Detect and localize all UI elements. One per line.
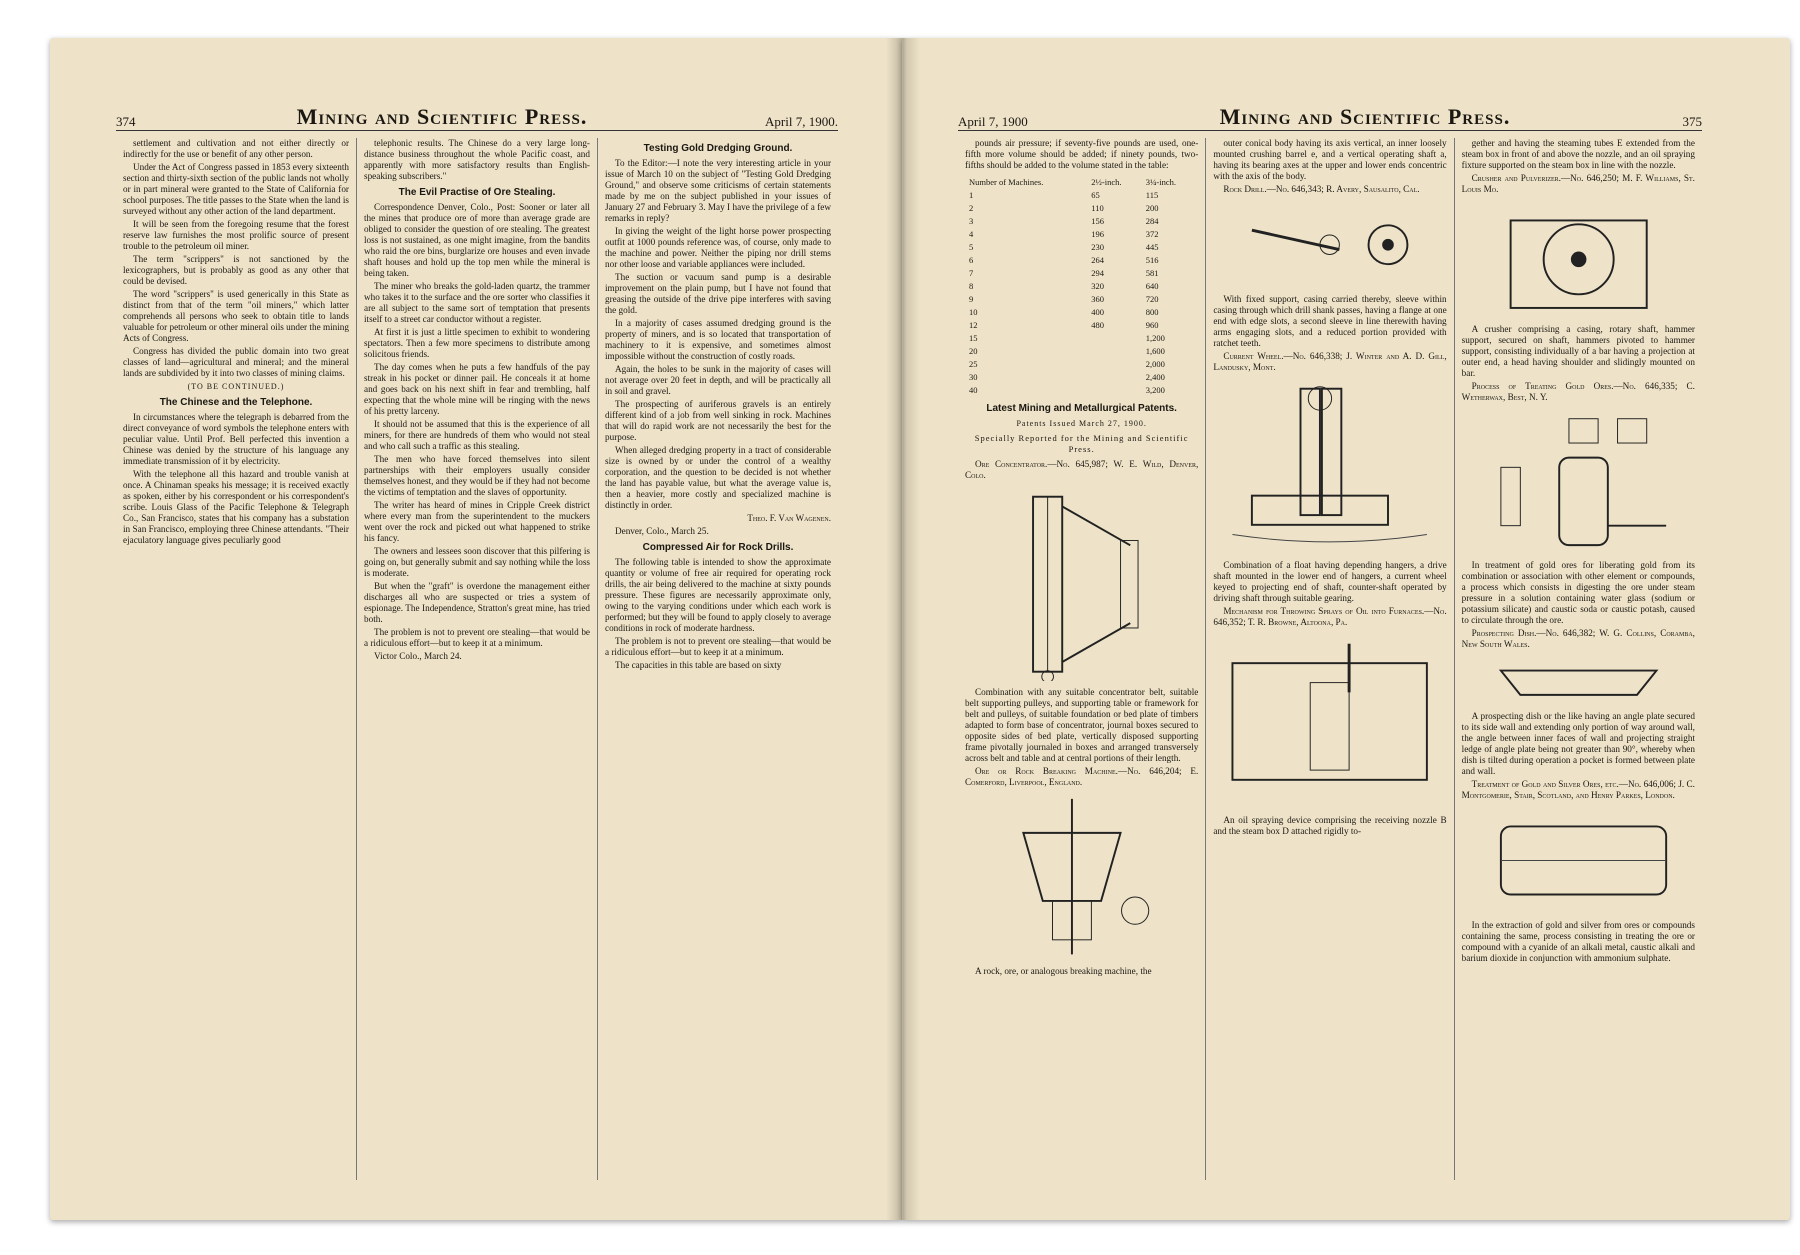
current-wheel-illustration: [1213, 379, 1446, 554]
left-page-number: 374: [116, 114, 136, 129]
table-cell: 640: [1145, 281, 1159, 291]
table-cell: 25: [969, 359, 978, 369]
paragraph: In circumstances where the telegraph is debarred from the direct conveyance of word symbols the telephone enters with peculiar value. Until Prof. Bell perfected this invention a Chinese was denied by the structure of his language any immediate transmission of it by electricity.: [123, 412, 349, 466]
paragraph: A rock, ore, or analogous breaking machine, the: [975, 965, 1152, 976]
table-header: 2½-inch.: [1091, 177, 1122, 187]
left-page-columns: [116, 138, 838, 1180]
gold-ore-treatment-figure: [1462, 409, 1695, 555]
table-row: [967, 320, 1196, 331]
paragraph: It will be seen from the foregoing resume that the forest reserve law furnishes the most prolific source of present trouble to the petroleum oil miner.: [123, 219, 349, 251]
paragraph: The owners and lessees soon discover that this pilfering is going on, but generally submit and say nothing while the loss is moderate.: [364, 546, 590, 578]
table-cell: [1089, 359, 1142, 370]
left-page: [50, 38, 902, 1220]
table-cell: [1089, 346, 1142, 357]
oil-spray-illustration: [1213, 634, 1446, 809]
cyanide-treatment-figure: [1462, 807, 1695, 914]
table-cell: 10: [969, 307, 978, 317]
table-row: [967, 203, 1196, 214]
left-col-2: [357, 138, 598, 1180]
paragraph: A prospecting dish or the like having an angle plate secured to its side wall and extending only portion of way around wall, the angle between inner faces of wall and projecting straight ledge of angle plate being not greater than 90°, whereby when dish is tilted during operation a pocket is formed between plate and wall.: [1461, 711, 1695, 777]
continued-note: (TO BE CONTINUED.): [187, 382, 285, 391]
table-cell: 196: [1091, 229, 1105, 239]
table-cell: 65: [1091, 190, 1100, 200]
table-cell: 12: [969, 320, 978, 330]
right-col-3: [1455, 138, 1702, 1180]
table-row: [967, 307, 1196, 318]
table-cell: 372: [1145, 229, 1159, 239]
table-cell: 400: [1091, 307, 1105, 317]
paragraph: settlement and cultivation and not either directly or indirectly for the use or benefit of any other person.: [123, 138, 349, 159]
table-cell: 6: [969, 255, 974, 265]
table-row: [967, 242, 1196, 253]
table-cell: 40: [969, 385, 978, 395]
table-cell: 720: [1145, 294, 1159, 304]
table-cell: 7: [969, 268, 974, 278]
rock-breaking-figure: [965, 794, 1198, 959]
section-heading-ore-stealing: The Evil Practise of Ore Stealing.: [398, 187, 556, 198]
signoff: Victor Colo., March 24.: [374, 651, 462, 661]
table-cell: 320: [1091, 281, 1105, 291]
paragraph: But when the "graft" is overdone the management either discharges all who are suspected or tries a system of espionage. The Independence, Stratton's great mine, has tried both.: [364, 581, 590, 624]
right-page-date: April 7, 1900: [958, 114, 1028, 129]
section-heading-patents: Latest Mining and Metallurgical Patents.: [986, 403, 1177, 414]
table-cell: [1089, 333, 1142, 344]
prospecting-dish-illustration: [1462, 656, 1695, 705]
table-cell: 960: [1145, 320, 1159, 330]
paragraph: The term "scrippers" is not sanctioned by the lexicographers, but is probably as good as any other that could be devised.: [123, 254, 349, 286]
paragraph: Again, the holes to be sunk in the majority of cases will not average over 20 feet in depth, and will be practically all in soil and gravel.: [605, 364, 831, 396]
table-cell: 15: [969, 333, 978, 343]
left-page-date: April 7, 1900.: [765, 114, 838, 129]
right-page-columns: [958, 138, 1702, 1180]
right-col-2: [1206, 138, 1454, 1180]
patent-title: Prospecting Dish.—No. 646,382; W. G. Collins, Coramba, New South Wales.: [1461, 628, 1695, 650]
oil-spray-figure: [1213, 634, 1446, 809]
table-cell: 360: [1091, 294, 1105, 304]
table-cell: 200: [1145, 203, 1159, 213]
ore-concentrator-illustration: [965, 487, 1198, 681]
table-row: [967, 216, 1196, 227]
gold-ore-treatment-illustration: [1462, 409, 1695, 555]
table-row: [967, 190, 1196, 201]
table-cell: 115: [1145, 190, 1159, 200]
table-cell: 9: [969, 294, 974, 304]
table-row: [967, 255, 1196, 266]
right-page-header: [958, 96, 1702, 131]
patent-title: Process of Treating Gold Ores.—No. 646,335; C. Wetherwax, Best, N. Y.: [1461, 380, 1695, 402]
table-cell: 3,200: [1145, 385, 1165, 395]
table-cell: 3: [969, 216, 974, 226]
table-header: 3¼-inch.: [1145, 177, 1176, 187]
section-heading-gold-dredging: Testing Gold Dredging Ground.: [643, 143, 793, 154]
paragraph: The capacities in this table are based on sixty: [615, 660, 782, 670]
table-cell: [1089, 385, 1142, 396]
table-cell: 445: [1145, 242, 1159, 252]
crusher-illustration: [1462, 201, 1695, 318]
rock-breaking-illustration: [965, 794, 1198, 959]
table-cell: 294: [1091, 268, 1105, 278]
table-row: [967, 268, 1196, 279]
table-cell: 480: [1091, 320, 1105, 330]
table-cell: 110: [1091, 203, 1104, 213]
paragraph: The problem is not to prevent ore stealing—that would be a ridiculous effort—but to keep it at a minimum.: [364, 627, 590, 648]
table-row: [967, 346, 1196, 357]
table-cell: 4: [969, 229, 974, 239]
table-row: [967, 294, 1196, 305]
paragraph: It should not be assumed that this is the experience of all miners, for there are hundreds of them who would not steal and who call such a traffic as this stealing.: [364, 419, 590, 451]
table-cell: 2: [969, 203, 974, 213]
patent-title: Current Wheel.—No. 646,338; J. Winter and A. D. Gill, Landusky, Mont.: [1213, 351, 1447, 373]
table-cell: 8: [969, 281, 974, 291]
right-page: [902, 38, 1790, 1220]
table-cell: 2,400: [1145, 372, 1165, 382]
paragraph: Combination with any suitable concentrator belt, suitable belt supporting pulleys, and supporting table or framework for belt and pulleys, of suitable foundation or bed plate of timbers adapted to form base of concentrator, journal boxes secured to opposite sides of bed plate, vertically disposed supporting frame pivotally journaled in boxes and arranged transversely across belt and table and at central portions of their length.: [965, 687, 1199, 764]
paragraph: When alleged dredging property in a tract of considerable size is owned by or under the control of a wealthy corporation, and the question to be decided is not whether the land has payable value, but what the average value is, then a heavier, more costly and specialized machine is distinctly in order.: [605, 445, 831, 510]
patent-title: Mechanism for Throwing Sprays of Oil into Furnaces.—No. 646,352; T. R. Browne, Altoona, Pa.: [1213, 606, 1447, 628]
paragraph: With fixed support, casing carried thereby, sleeve within casing through which drill shank passes, having a flange at one end with edge slots, a second sleeve in line therewith having arms engaging slots, and a reduced portion provided with ratchet teeth.: [1213, 294, 1447, 349]
magazine-spread: [50, 38, 1790, 1220]
patent-title: Ore Concentrator.—No. 645,987; W. E. Wild, Denver, Colo.: [965, 459, 1199, 480]
paragraph: gether and having the steaming tubes E extended from the steam box in front of and above the nozzle, and an oil spraying fixture supported on the steam box in line with the nozzle.: [1461, 138, 1695, 170]
table-cell: [1089, 372, 1142, 383]
paragraph: The day comes when he puts a few handfuls of the pay streak in his pocket or dinner pail. He conceals it at home and goes back on his next shift in fear and trembling, half expecting that the whole mine will be ringing with the news of his pretty larceny.: [364, 362, 590, 416]
right-page-number: 375: [1682, 114, 1702, 129]
signature: Theo. F. Van Wagenen.: [747, 513, 831, 523]
patents-issued-date: Patents Issued March 27, 1900.: [1016, 419, 1147, 428]
paragraph: In the extraction of gold and silver from ores or compounds containing the same, process consisting in treating the ore or compound with a cyanide of an alkali metal, caustic alkali and barium dioxide in conjunction with ammonium sulphate.: [1461, 920, 1695, 964]
prospecting-dish-figure: [1462, 656, 1695, 705]
left-col-3: [598, 138, 838, 1180]
table-cell: 30: [969, 372, 978, 382]
table-cell: 800: [1145, 307, 1159, 317]
table-row: [967, 385, 1196, 396]
paragraph: A crusher comprising a casing, rotary shaft, hammer support, secured on shaft, hammers pivoted to hammer support, consisting individually of a bar having a projection at outer end, a head having shoulder and slidingly mounted on bar.: [1461, 323, 1695, 378]
ore-concentrator-figure: [965, 487, 1198, 681]
patent-title: Rock Drill.—No. 646,343; R. Avery, Sausalito, Cal.: [1223, 184, 1420, 194]
paragraph: outer conical body having its axis vertical, an inner loosely mounted crushing barrel e, and a vertical operating shaft a, having its bearing axes at the upper and lower ends concentric with the axis of the body.: [1213, 138, 1447, 181]
patent-title: Ore or Rock Breaking Machine.—No. 646,204; E. Comerford, Liverpool, England.: [965, 766, 1199, 788]
paragraph: The problem is not to prevent ore stealing—that would be a ridiculous effort—but to keep it at a minimum.: [605, 636, 831, 657]
right-page-title: Mining and Scientific Press.: [1219, 104, 1511, 129]
crusher-figure: [1462, 201, 1695, 318]
paragraph: The men who have forced themselves into silent partnerships with their employers usually consider themselves honest, and they would be if they had not become the victims of temptation and the slaves of opportunity.: [364, 454, 590, 497]
paragraph: The suction or vacuum sand pump is a desirable improvement on the plain pump, but I have not found that greasing the outside of the drive pipe interferes with saving the gold.: [605, 272, 831, 315]
paragraph: Correspondence Denver, Colo., Post: Sooner or later all the mines that produce ore of more than average grade are obliged to consider the question of ore stealing. The greatest loss is not sustained, as one might imagine, from the bandits who raid the ore bins, burglarize ore houses and even invade shaft houses and hold up the top men while the mineral is being taken.: [364, 202, 590, 278]
air-table-body: [967, 190, 1196, 396]
table-row: [967, 229, 1196, 240]
paragraph: An oil spraying device comprising the receiving nozzle B and the steam box D attached rigidly to-: [1213, 815, 1447, 837]
table-cell: 230: [1091, 242, 1105, 252]
signoff: Denver, Colo., March 25.: [615, 526, 709, 536]
right-col-1: [958, 138, 1206, 1180]
patent-title: Crusher and Pulverizer.—No. 646,250; M. F. Williams, St. Louis Mo.: [1461, 173, 1695, 194]
paragraph: Under the Act of Congress passed in 1853 every sixteenth section and thirty-sixth section of the public lands not wholly or in part mineral were granted to the State of California for school purposes. The title passes to the State when the land is surveyed without any other action of the land department.: [123, 162, 349, 216]
paragraph: Congress has divided the public domain into two great classes of land—agricultural and mineral; and the mineral lands are subdivided by it into two classes of mining claims.: [123, 346, 349, 378]
table-row: [967, 372, 1196, 383]
paragraph: With the telephone all this hazard and trouble vanish at once. A Chinaman speaks his message; it is received exactly as spoken, either by his correspondent or his correspondent's scribe. Louis Glass of the Pacific Telephone & Telegraph Co., San Francisco, states that his company has a substation in San Francisco, employing three Chinese attendants. "Their ejaculatory language gives peculiarly good: [123, 469, 349, 545]
air-volume-table: [965, 175, 1198, 398]
paragraph: At first it is just a little specimen to exhibit to wondering spectators. Then a few more specimens to distribute among solicitous friends.: [364, 327, 590, 359]
table-row: [967, 359, 1196, 370]
left-col-1: [116, 138, 357, 1180]
paragraph: In treatment of gold ores for liberating gold from its combination or association with other element or compounds, a process which consists in digesting the ore under steam pressure in a solution containing water glass (sodium or potassium silicate) and caustic soda or caustic potash, caused to circulate through the ore.: [1461, 560, 1695, 626]
table-header: Number of Machines.: [969, 177, 1044, 187]
paragraph: To the Editor:—I note the very interesting article in your issue of March 10 on the subject of "Testing Gold Dredging Ground," and observe some criticisms of certain statements made by me on the subject published in your issues of January 27 and February 3. May I have the privilege of a few remarks in reply?: [605, 158, 831, 223]
patent-title: Treatment of Gold and Silver Ores, etc.—No. 646,006; J. C. Montgomerie, Stair, Scotland, and Henry Parkes, London.: [1461, 779, 1695, 801]
paragraph: The writer has heard of mines in Cripple Creek district where every man from the superintendent to the muckers went over the rock and picked out what happened to strike his fancy.: [364, 500, 590, 543]
table-row: [967, 333, 1196, 344]
left-page-title: Mining and Scientific Press.: [296, 104, 588, 129]
table-cell: 1: [969, 190, 974, 200]
patents-reported-note: Specially Reported for the Mining and Scientific Press.: [974, 433, 1189, 454]
section-heading-chinese-telephone: The Chinese and the Telephone.: [159, 397, 313, 408]
paragraph: Combination of a float having depending hangers, a drive shaft mounted in the lower end of hangers, a current wheel keyed to projecting end of shaft, counter-shaft operated by driving shaft through suitable gearing.: [1213, 560, 1447, 604]
paragraph: telephonic results. The Chinese do a very large long-distance business throughout the whole Pacific coast, and apparently with more satisfactory results than English-speaking subscribers.": [364, 138, 590, 181]
paragraph: In a majority of cases assumed dredging ground is the property of miners, and is so located that transportation of machinery to it is expensive, and sometimes almost impossible without the construction of costly roads.: [605, 318, 831, 361]
table-cell: 581: [1145, 268, 1159, 278]
table-cell: 516: [1145, 255, 1159, 265]
paragraph: The miner who breaks the gold-laden quartz, the trammer who takes it to the surface and the ore sorter who classifies it are all subject to the same sort of temptation that presents itself to a street car conductor without a register.: [364, 281, 590, 324]
rock-drill-illustration: [1213, 201, 1446, 288]
rock-drill-figure: [1213, 201, 1446, 288]
paragraph: The word "scrippers" is used generically in this State as distinct from that of the term "oil miners," which latter comprehends all persons who seek to obtain title to lands valuable for petroleum or other mineral oils under the mining Acts of Congress.: [123, 289, 349, 343]
table-cell: 156: [1091, 216, 1105, 226]
table-cell: 2,000: [1145, 359, 1165, 369]
current-wheel-figure: [1213, 379, 1446, 554]
table-row: [967, 281, 1196, 292]
paragraph: In giving the weight of the light horse power prospecting outfit at 1000 pounds reference was, of course, only made to the machine and power. Neither the piping nor drill stems nor other loose and variable appliances were included.: [605, 226, 831, 269]
table-cell: 20: [969, 346, 978, 356]
table-cell: 1,600: [1145, 346, 1165, 356]
table-cell: 5: [969, 242, 974, 252]
table-cell: 284: [1145, 216, 1159, 226]
paragraph: pounds air pressure; if seventy-five pounds are used, one-fifth more volume should be added; if ninety pounds, two-fifths should be added to the volume stated in the table:: [965, 138, 1199, 170]
paragraph: The prospecting of auriferous gravels is an entirely different kind of a job from well sinking in rock. Machines that will do rapid work are not necessarily the best for the purpose.: [605, 399, 831, 442]
left-page-header: [116, 96, 838, 131]
table-cell: 264: [1091, 255, 1105, 265]
paragraph: The following table is intended to show the approximate quantity or volume of free air required for operating rock drills, the air being delivered to the machine at sixty pounds pressure. These figures are necessarily approximate only, owing to the varying conditions under which each work is performed; but they will be found to apply closely to average conditions in rock of moderate hardness.: [605, 557, 831, 633]
cyanide-treatment-illustration: [1462, 807, 1695, 914]
section-heading-compressed-air: Compressed Air for Rock Drills.: [642, 542, 794, 553]
table-cell: 1,200: [1145, 333, 1165, 343]
